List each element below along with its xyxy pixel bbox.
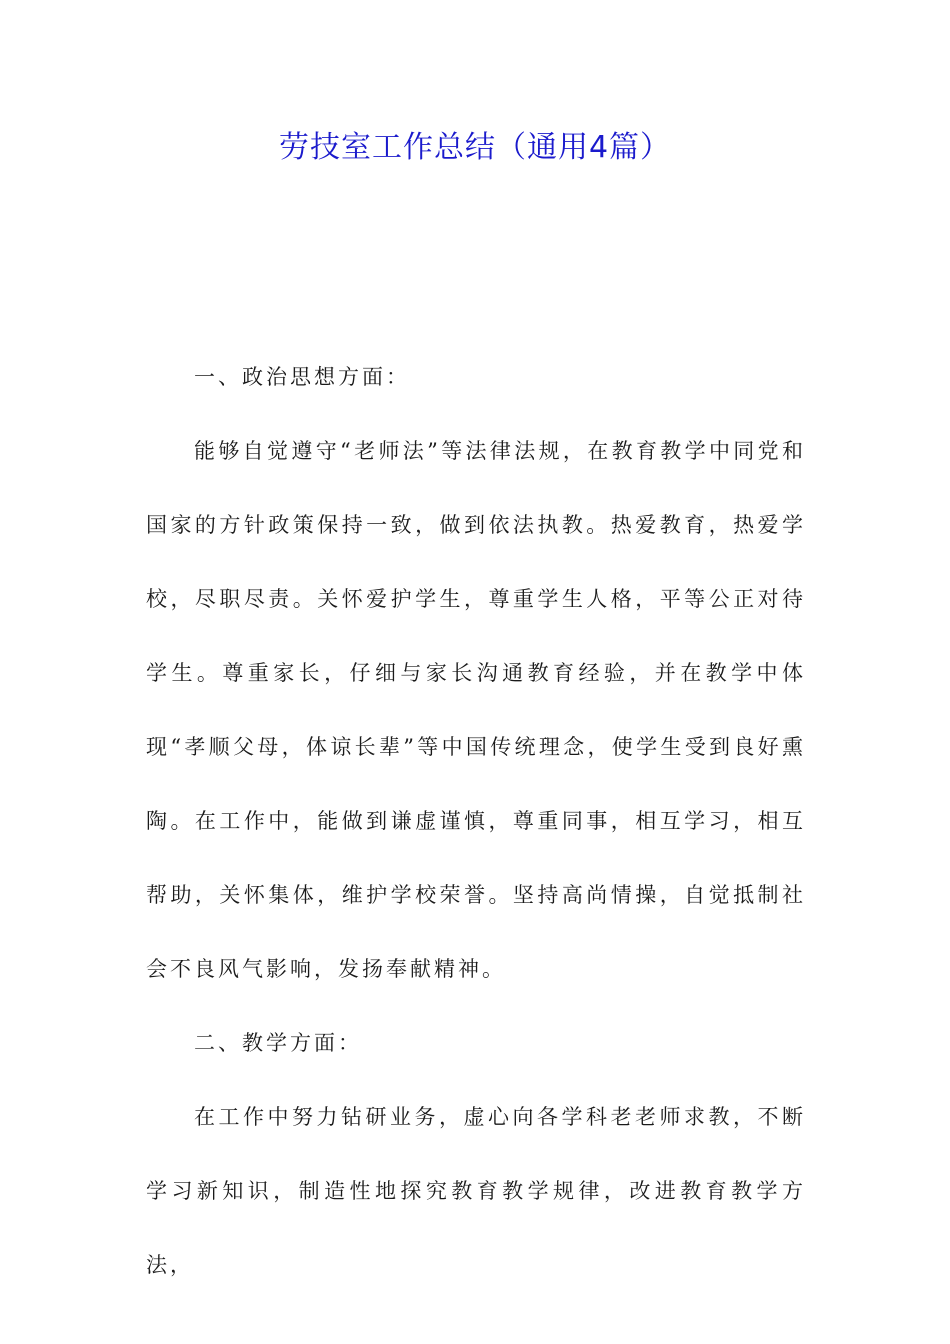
section-heading: 一、政治思想方面：: [194, 365, 410, 389]
section-paragraph: 能够自觉遵守“老师法”等法律法规，在教育教学中同党和国家的方针政策保持一致，做到依法执教。热爱教育，热爱学校，尽职尽责。关怀爱护学生，尊重学生人格，平等公正对待学生。尊重家长，仔细与家长沟通教育经验，并在教学中体现“孝顺父母，体谅长辈”等中国传统理念，使学生受到良好熏陶。在工作中，能做到谦虚谨慎，尊重同事，相互学习，相互帮助，关怀集体，维护学校荣誉。坚持高尚情操，自觉抵制社会不良风气影响，发扬奉献精神。: [146, 439, 806, 981]
document-title: 劳技室工作总结（通用4篇）: [278, 130, 672, 165]
section-heading: 二、教学方面：: [194, 1031, 362, 1055]
document-body: [146, 340, 806, 1302]
section-paragraph: 在工作中努力钻研业务，虚心向各学科老老师求教，不断学习新知识，制造性地探究教育教学规律，改进教育教学方法，: [146, 1105, 806, 1277]
